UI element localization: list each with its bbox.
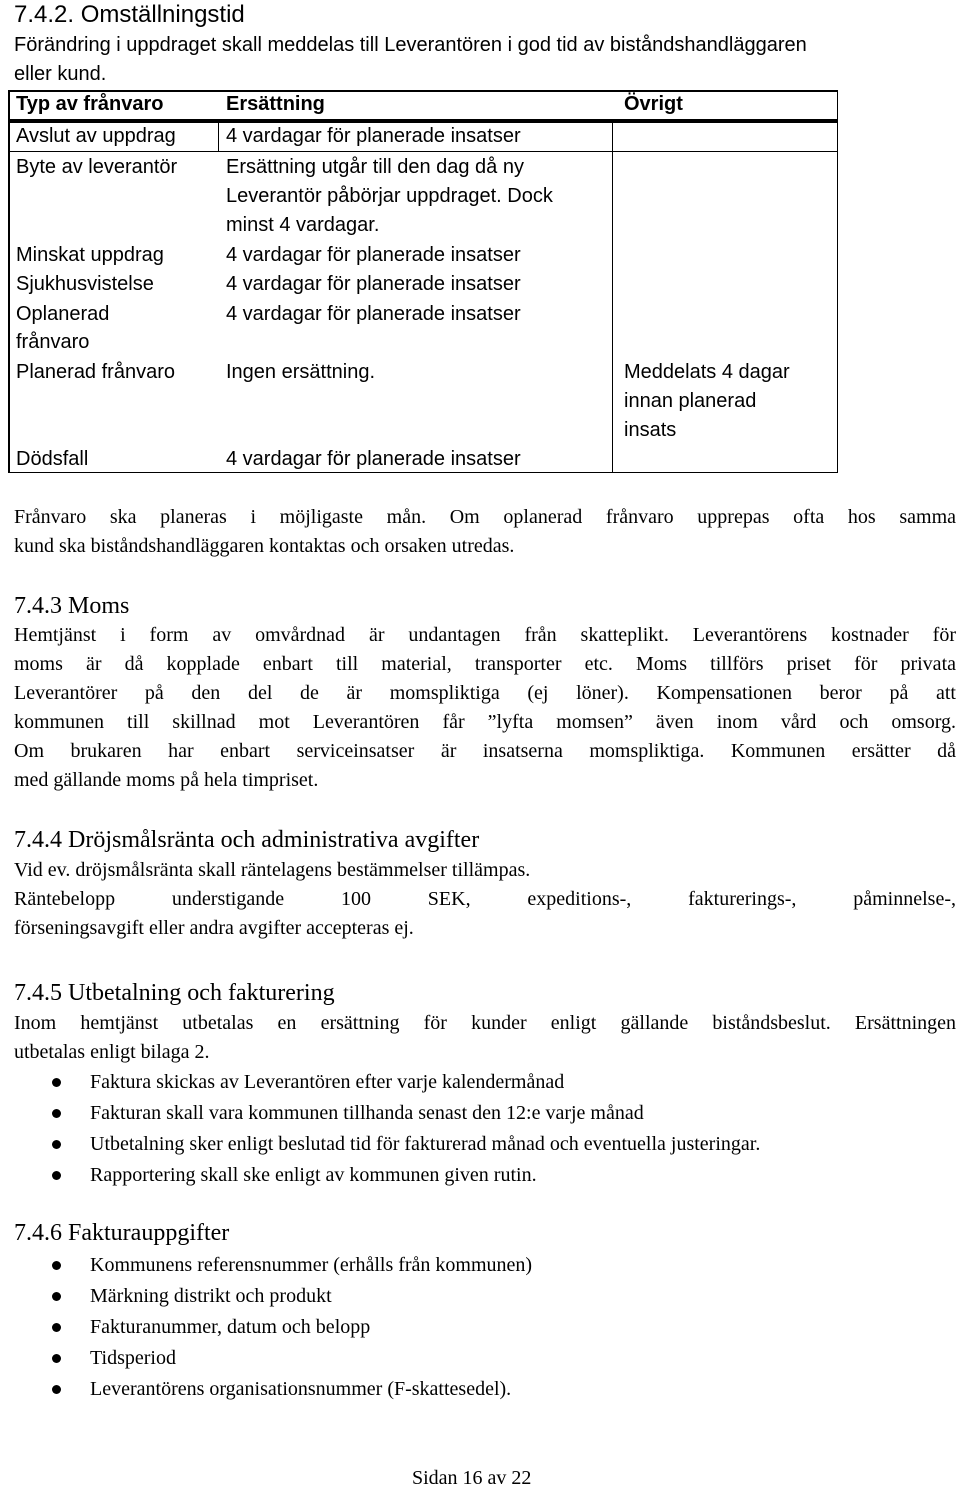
list-item: Fakturanummer, datum och belopp bbox=[0, 1313, 532, 1344]
interest-line-1: Vid ev. dröjsmålsränta skall räntelagens bestämmelser tillämpas. bbox=[14, 859, 531, 881]
interest-line-2: Räntebelopp understigande 100 SEK, expeditions-, fakturerings-, påminnelse-, bbox=[14, 888, 956, 910]
vat-line: kommunen till skillnad mot Leverantören får ”lyfta momsen” även inom vård och omsorg. bbox=[14, 711, 956, 733]
vat-line: moms är då kopplade enbart till material, transporter etc. Moms tillförs priset för privata bbox=[14, 653, 956, 675]
vat-line: Om brukaren har enbart serviceinsatser är insatserna momspliktiga. Kommunen ersätter då bbox=[14, 740, 956, 762]
payment-bullet-list bbox=[0, 1068, 760, 1192]
list-item: Faktura skickas av Leverantören efter varje kalendermånad bbox=[0, 1068, 760, 1099]
table-cell-other: innan planerad bbox=[624, 390, 757, 412]
absence-table bbox=[8, 90, 838, 473]
table-cell-compensation: minst 4 vardagar. bbox=[226, 214, 380, 236]
table-header-compensation: Ersättning bbox=[226, 93, 325, 115]
table-cell-type: Byte av leverantör bbox=[16, 156, 178, 178]
table-cell-type: Oplanerad bbox=[16, 303, 110, 325]
section-heading-7-4-4: 7.4.4 Dröjsmålsränta och administrativa avgifter bbox=[14, 827, 480, 853]
bullet-icon bbox=[52, 1354, 61, 1363]
table-cell-compensation: 4 vardagar för planerade insatser bbox=[226, 125, 521, 147]
table-cell-compensation: 4 vardagar för planerade insatser bbox=[226, 273, 521, 295]
table-cell-other: insats bbox=[624, 419, 677, 441]
table-header-type: Typ av frånvaro bbox=[16, 93, 164, 115]
list-item: Utbetalning sker enligt beslutad tid för fakturerad månad och eventuella justeringar. bbox=[0, 1130, 760, 1161]
bullet-icon bbox=[52, 1109, 61, 1118]
section-heading-7-4-3: 7.4.3 Moms bbox=[14, 593, 130, 619]
table-cell-type: Sjukhusvistelse bbox=[16, 273, 154, 295]
list-item: Tidsperiod bbox=[0, 1344, 532, 1375]
bullet-icon bbox=[52, 1292, 61, 1301]
absence-note-line-1: Frånvaro ska planeras i möjligaste mån. Om oplanerad frånvaro upprepas ofta hos samma bbox=[14, 506, 956, 528]
intro-line-1: Förändring i uppdraget skall meddelas till Leverantören i god tid av biståndshandläggaren bbox=[14, 34, 807, 56]
list-item: Leverantörens organisationsnummer (F-skattesedel). bbox=[0, 1375, 532, 1406]
bullet-icon bbox=[52, 1323, 61, 1332]
table-cell-compensation: Ingen ersättning. bbox=[226, 361, 375, 383]
table-cell-compensation: 4 vardagar för planerade insatser bbox=[226, 303, 521, 325]
vat-line: med gällande moms på hela timpriset. bbox=[14, 769, 319, 791]
table-cell-compensation: 4 vardagar för planerade insatser bbox=[226, 244, 521, 266]
list-item: Märkning distrikt och produkt bbox=[0, 1282, 532, 1313]
table-cell-compensation: 4 vardagar för planerade insatser bbox=[226, 448, 521, 470]
table-cell-type: frånvaro bbox=[16, 331, 90, 353]
bullet-icon bbox=[52, 1078, 61, 1087]
bullet-icon bbox=[52, 1261, 61, 1270]
section-heading-7-4-5: 7.4.5 Utbetalning och fakturering bbox=[14, 980, 335, 1006]
intro-line-2: eller kund. bbox=[14, 63, 107, 85]
list-item: Rapportering skall ske enligt av kommunen given rutin. bbox=[0, 1161, 760, 1192]
list-item: Fakturan skall vara kommunen tillhanda senast den 12:e varje månad bbox=[0, 1099, 760, 1130]
interest-line-3: förseningsavgift eller andra avgifter accepteras ej. bbox=[14, 917, 414, 939]
table-cell-compensation: Ersättning utgår till den dag då ny bbox=[226, 156, 524, 178]
bullet-icon bbox=[52, 1171, 61, 1180]
table-cell-type: Avslut av uppdrag bbox=[16, 125, 176, 147]
table-cell-type: Minskat uppdrag bbox=[16, 244, 164, 266]
bullet-icon bbox=[52, 1385, 61, 1394]
page-number: Sidan 16 av 22 bbox=[412, 1467, 532, 1489]
table-header-other: Övrigt bbox=[624, 93, 683, 115]
table-cell-type: Planerad frånvaro bbox=[16, 361, 175, 383]
bullet-icon bbox=[52, 1140, 61, 1149]
table-cell-other: Meddelats 4 dagar bbox=[624, 361, 790, 383]
section-heading-7-4-2: 7.4.2. Omställningstid bbox=[14, 1, 245, 28]
absence-note-line-2: kund ska biståndshandläggaren kontaktas och orsaken utredas. bbox=[14, 535, 515, 557]
section-heading-7-4-6: 7.4.6 Fakturauppgifter bbox=[14, 1220, 230, 1246]
table-cell-type: Dödsfall bbox=[16, 448, 89, 470]
list-item: Kommunens referensnummer (erhålls från kommunen) bbox=[0, 1251, 532, 1282]
table-cell-compensation: Leverantör påbörjar uppdraget. Dock bbox=[226, 185, 553, 207]
payment-line-1: Inom hemtjänst utbetalas en ersättning för kunder enligt gällande biståndsbeslut. Ersättningen bbox=[14, 1012, 956, 1034]
vat-line: Leverantörer på den del de är momspliktiga (ej löner). Kompensationen beror på att bbox=[14, 682, 956, 704]
payment-line-2: utbetalas enligt bilaga 2. bbox=[14, 1041, 210, 1063]
vat-line: Hemtjänst i form av omvårdnad är undantagen från skatteplikt. Leverantörens kostnader för bbox=[14, 624, 956, 646]
invoice-details-list bbox=[0, 1251, 532, 1406]
